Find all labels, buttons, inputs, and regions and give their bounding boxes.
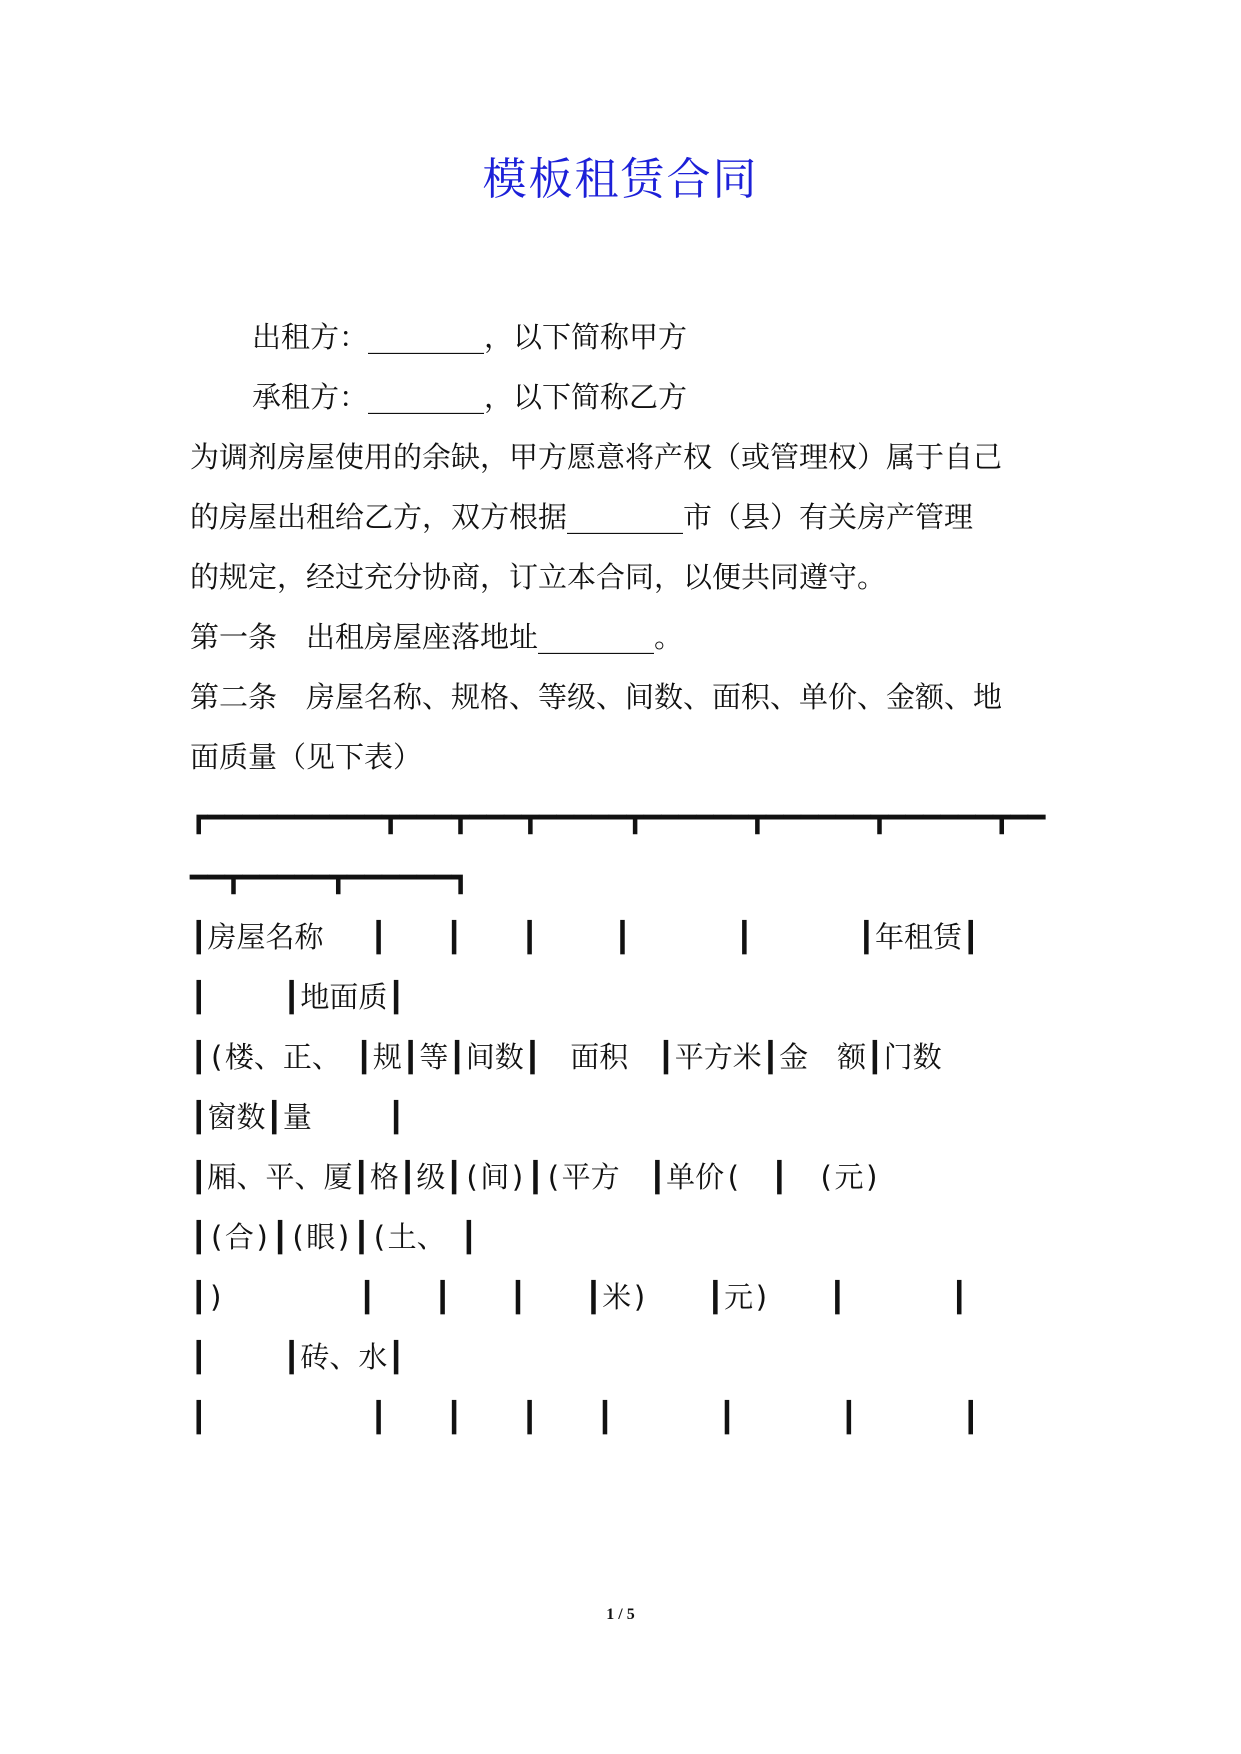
table-line: ┃ ┃ ┃ ┃ ┃ ┃ ┃ ┃ [190,1400,980,1434]
table-line: ┃窗数┃量 ┃ [190,1100,405,1134]
article-one: 第一条 出租房屋座落地址________。 [190,620,684,654]
paragraph-line: 的房屋出租给乙方，双方根据________市（县）有关房产管理 [190,500,974,534]
table-line: ┃ ┃砖、水┃ [190,1340,405,1374]
table-line: ┏━━━━━━━━━━┳━━━┳━━━┳━━━━━┳━━━━━━┳━━━━━━┳━━━━━━┳━━ [190,800,1046,834]
table-line: ┃ ┃地面质┃ [190,980,405,1014]
table-line: ┃(楼、正、 ┃规┃等┃间数┃ 面积 ┃平方米┃金 额┃门数 [190,1040,942,1074]
document-title: 模板租赁合同 [482,154,759,205]
article-two: 第二条 房屋名称、规格、等级、间数、面积、单价、金额、地 [190,680,1003,714]
table-line: ┃(合)┃(眼)┃(土、 ┃ [190,1220,478,1254]
table-line: ┃厢、平、厦┃格┃级┃(间)┃(平方 ┃单价( ┃ (元) [190,1160,881,1194]
table-line: ━━┳━━━━━┳━━━━━━┓ [190,860,470,894]
lessor-line: 出租方：________，以下简称甲方 [252,320,688,354]
paragraph-line: 的规定，经过充分协商，订立本合同，以便共同遵守。 [190,560,887,594]
lessee-line: 承租方：________，以下简称乙方 [252,380,688,414]
table-line: ┃房屋名称 ┃ ┃ ┃ ┃ ┃ ┃年租赁┃ [190,920,980,954]
article-two-continued: 面质量（见下表） [190,740,423,774]
paragraph-line: 为调剂房屋使用的余缺，甲方愿意将产权（或管理权）属于自己 [190,440,1003,474]
table-line: ┃) ┃ ┃ ┃ ┃米) ┃元) ┃ ┃ [190,1280,968,1314]
page-number: 1 / 5 [606,1606,635,1623]
